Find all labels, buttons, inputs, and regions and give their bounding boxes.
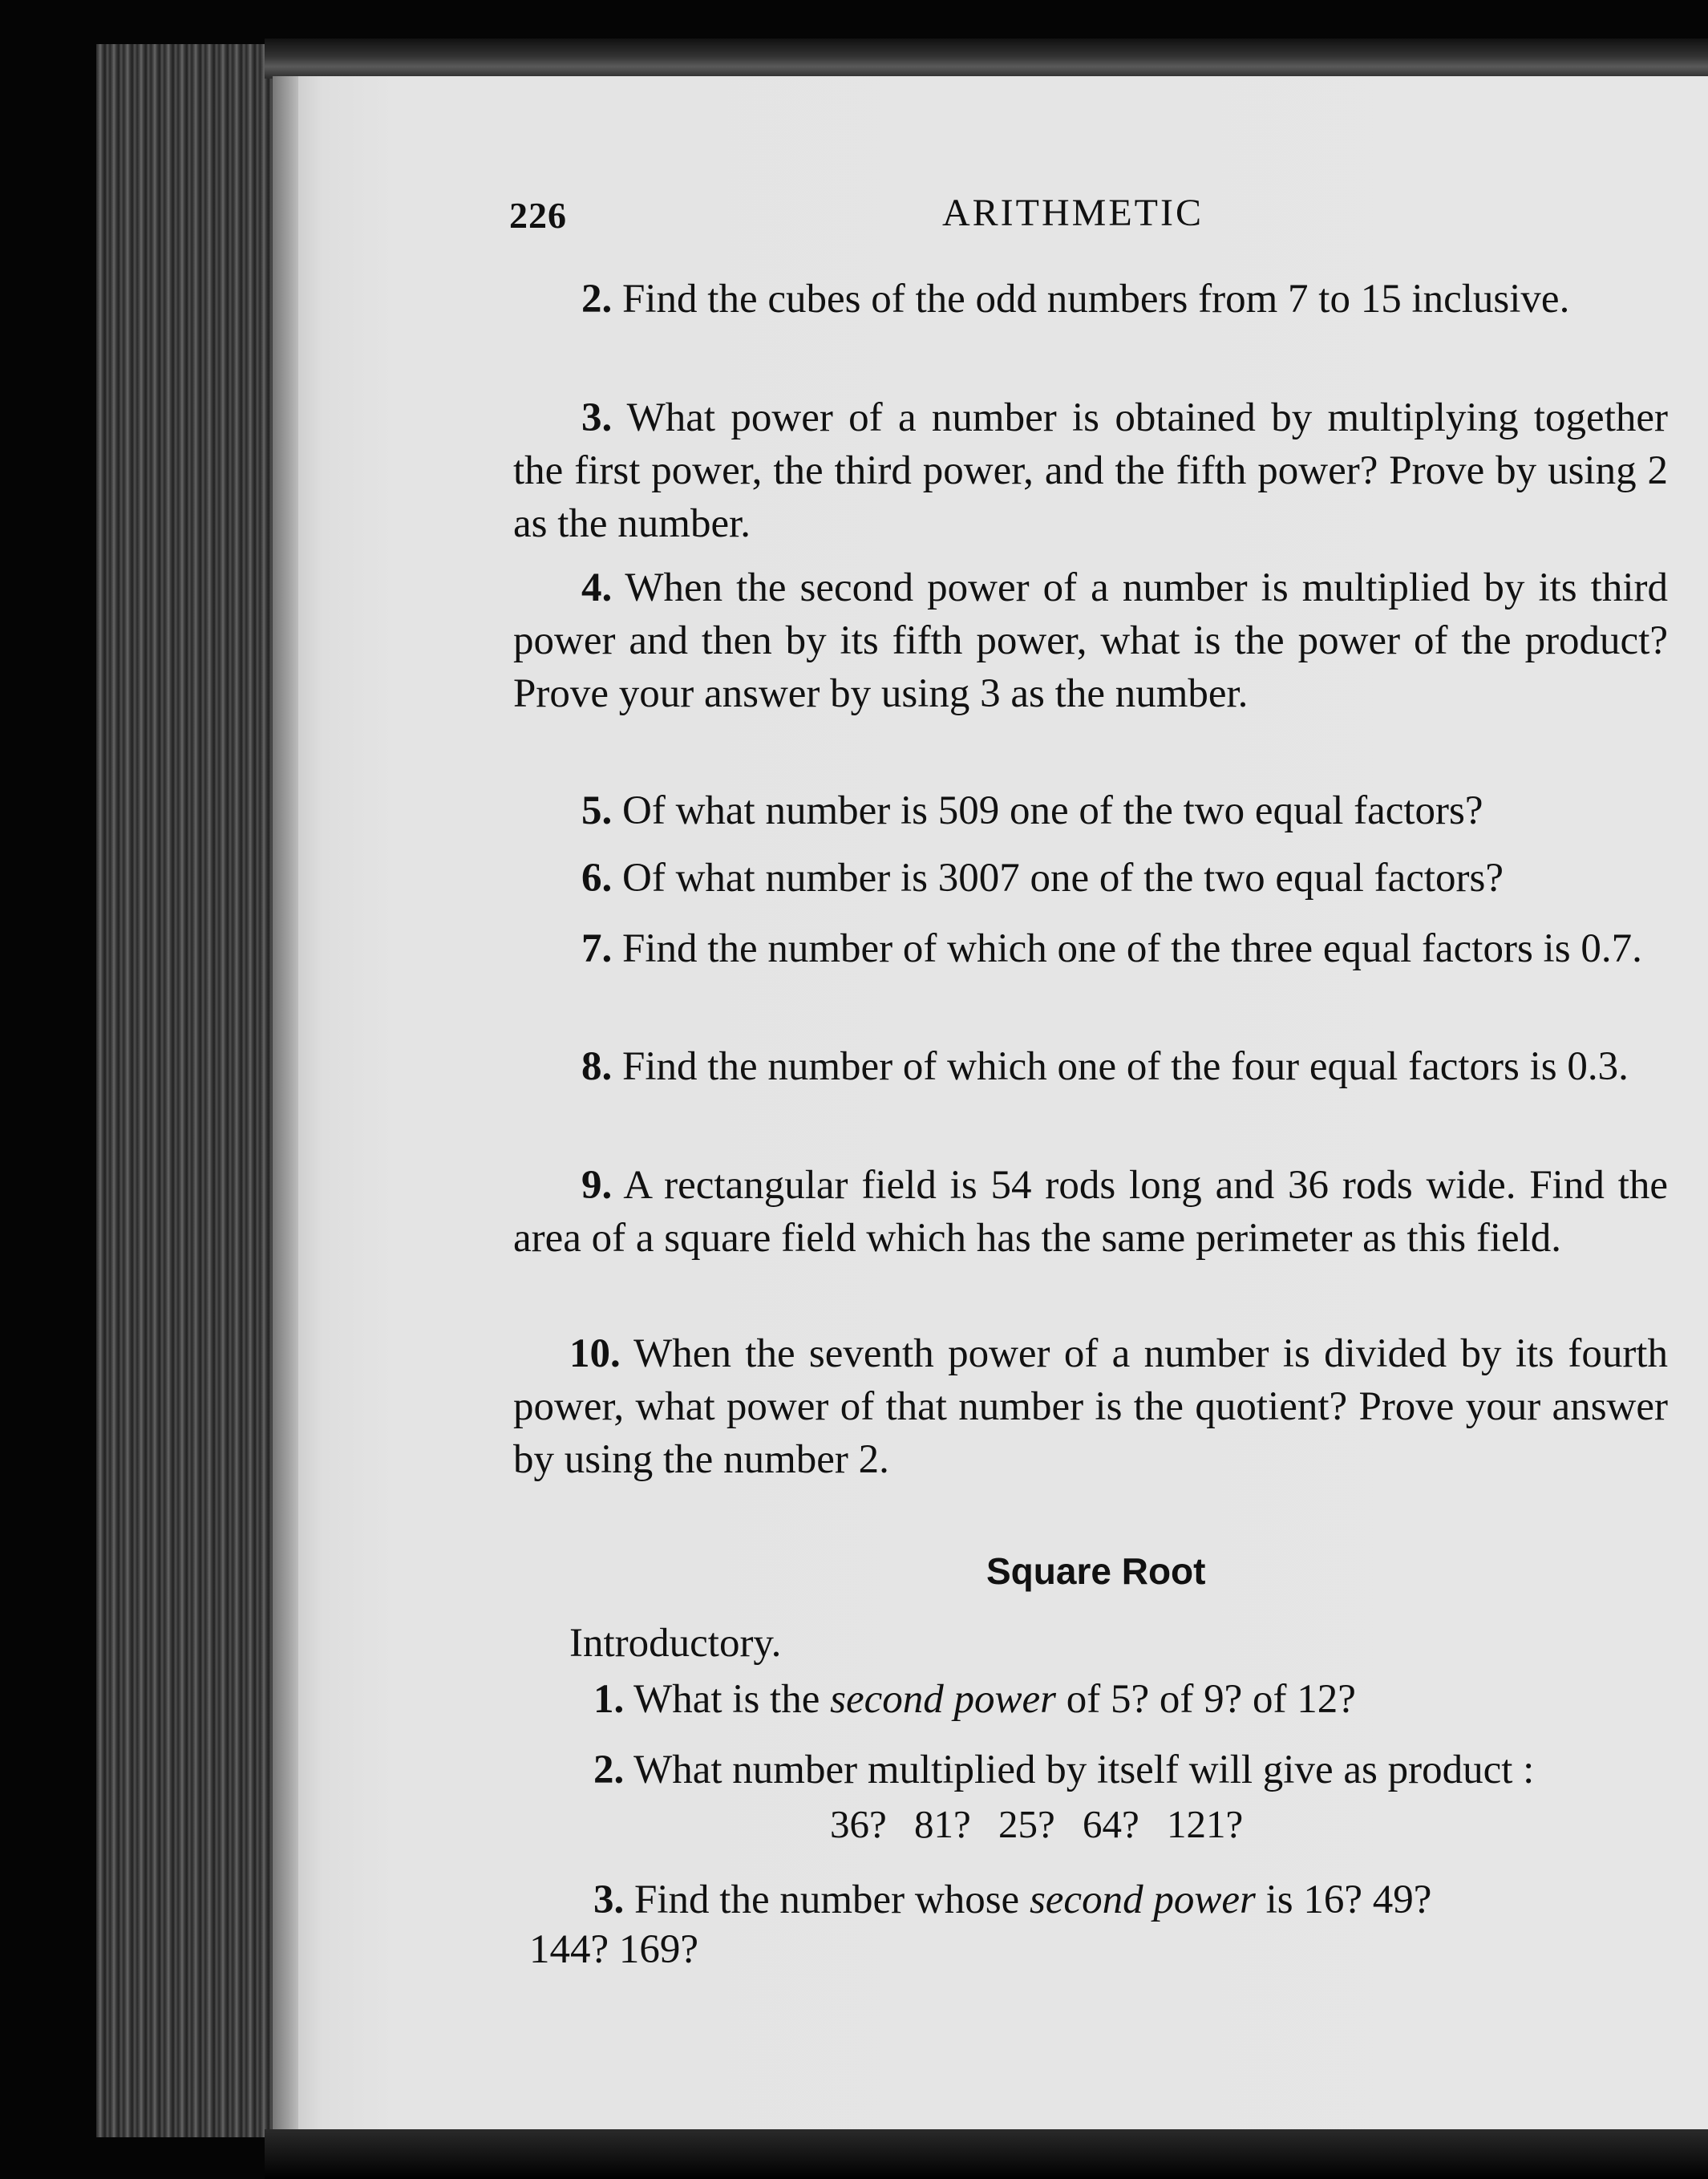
exercise-number: 5.: [581, 788, 613, 833]
exercise-10: [513, 1327, 1668, 1486]
exercise-3: [513, 391, 1668, 550]
exercise-number: 9.: [581, 1163, 613, 1208]
exercise-number: 4.: [581, 565, 613, 610]
intro-question-2: [593, 1747, 1534, 1793]
intro-question-1: [593, 1676, 1356, 1723]
exercise-text: Of what number is 3007 one of the two equal factors?: [622, 856, 1504, 901]
exercise-text: What power of a number is obtained by multiplying together the first power, the third power, and the fifth power? Prove by using 2 as the number.: [513, 395, 1668, 546]
exercise-7: [513, 922, 1668, 975]
question-2-values: 36? 81? 25? 64? 121?: [830, 1802, 1244, 1846]
exercise-number: 10.: [569, 1331, 621, 1376]
question-number: 3.: [593, 1877, 625, 1922]
question-emphasis: second power: [830, 1677, 1056, 1722]
question-text-start: What is the: [633, 1677, 831, 1722]
exercise-number: 7.: [581, 926, 613, 971]
exercise-text: A rectangular field is 54 rods long and 36 rods wide. Find the area of a square field which has the same perimeter as this field.: [513, 1163, 1668, 1261]
section-heading: Square Root: [986, 1550, 1206, 1592]
exercise-5: [513, 784, 1668, 837]
exercise-text: Find the cubes of the odd numbers from 7 to 15 inclusive.: [622, 277, 1570, 322]
exercise-6: [513, 852, 1668, 905]
exercise-8: [513, 1040, 1668, 1093]
question-number: 2.: [593, 1748, 625, 1792]
exercise-text: Find the number of which one of the three equal factors is 0.7.: [622, 926, 1642, 971]
intro-question-3: [593, 1873, 1672, 1926]
exercise-number: 6.: [581, 856, 613, 901]
question-text: What number multiplied by itself will give as product :: [633, 1748, 1535, 1792]
exercise-2: [513, 273, 1668, 326]
book-top-edge: [265, 38, 1708, 79]
question-text-end: is 16? 49?: [1255, 1877, 1432, 1922]
exercise-9: [513, 1159, 1668, 1265]
question-emphasis: second power: [1029, 1877, 1256, 1922]
exercise-4: [513, 561, 1668, 720]
exercise-text: When the seventh power of a number is divided by its fourth power, what power of that number is the quotient? Prove your answer by using the number 2.: [513, 1331, 1668, 1482]
exercise-number: 2.: [581, 277, 613, 322]
exercise-text: Of what number is 509 one of the two equal factors?: [622, 788, 1483, 833]
page-number: 226: [509, 195, 567, 236]
intro-label: Introductory.: [569, 1621, 782, 1666]
question-3-continuation: 144? 169?: [529, 1927, 699, 1972]
question-text-start: Find the number whose: [634, 1877, 1030, 1922]
book-bottom-edge: [265, 2129, 1708, 2179]
question-text-end: of 5? of 9? of 12?: [1055, 1677, 1356, 1722]
exercise-text: When the second power of a number is multiplied by its third power and then by its fifth power, what is the power of the product? Prove your answer by using 3 as the number.: [513, 565, 1668, 716]
running-head: ARITHMETIC: [942, 192, 1204, 234]
exercise-number: 8.: [581, 1044, 613, 1089]
exercise-number: 3.: [581, 395, 613, 440]
exercise-text: Find the number of which one of the four equal factors is 0.3.: [622, 1044, 1629, 1089]
question-number: 1.: [593, 1677, 625, 1722]
